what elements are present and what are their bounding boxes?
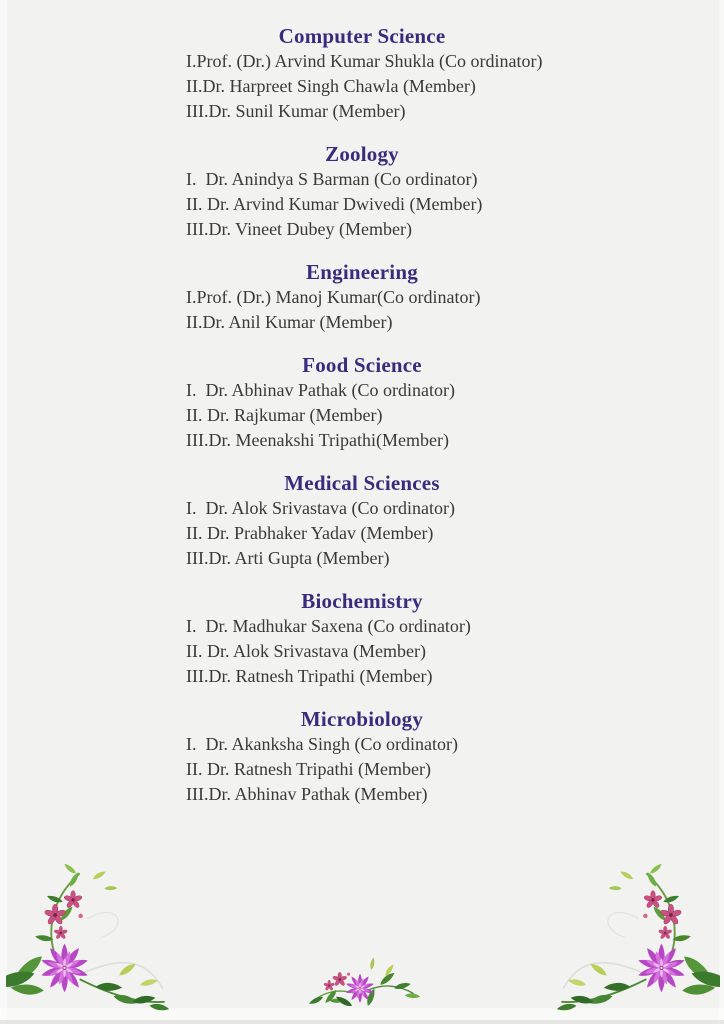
member-line: I. Dr. Anindya S Barman (Co ordinator) — [186, 169, 478, 189]
member-line: II. Dr. Rajkumar (Member) — [186, 405, 383, 425]
member-line: III.Dr. Meenakshi Tripathi(Member) — [186, 430, 449, 450]
member-line: II.Dr. Anil Kumar (Member) — [186, 312, 393, 332]
department-section — [0, 589, 724, 689]
member-line: II. Dr. Alok Srivastava (Member) — [186, 641, 426, 661]
department-title: Medical Sciences — [284, 471, 440, 495]
department-section — [0, 260, 724, 335]
page-edge-bottom — [0, 1008, 724, 1020]
member-line: III.Dr. Vineet Dubey (Member) — [186, 219, 413, 239]
department-section — [0, 24, 724, 124]
committee-list — [0, 24, 724, 825]
member-line: II. Dr. Arvind Kumar Dwivedi (Member) — [186, 194, 483, 214]
flower-ornament-bottom-center — [294, 958, 426, 1015]
member-line: III.Dr. Abhinav Pathak (Member) — [186, 784, 428, 804]
member-line: III.Dr. Arti Gupta (Member) — [186, 548, 390, 568]
member-line: III.Dr. Sunil Kumar (Member) — [186, 101, 406, 121]
member-line: I.Prof. (Dr.) Arvind Kumar Shukla (Co ordinator) — [186, 51, 543, 71]
flower-ornament-bottom-right — [550, 862, 720, 1018]
department-section — [0, 707, 724, 807]
member-line: III.Dr. Ratnesh Tripathi (Member) — [186, 666, 433, 686]
flower-ornament-bottom-left — [6, 862, 176, 1018]
department-title: Computer Science — [278, 24, 446, 48]
member-line: I. Dr. Abhinav Pathak (Co ordinator) — [186, 380, 455, 400]
department-title: Food Science — [302, 353, 422, 377]
member-line: II. Dr. Ratnesh Tripathi (Member) — [186, 759, 431, 779]
department-title: Zoology — [325, 142, 399, 166]
member-line: I. Dr. Akanksha Singh (Co ordinator) — [186, 734, 458, 754]
department-section — [0, 142, 724, 242]
department-section — [0, 353, 724, 453]
member-line: II. Dr. Prabhaker Yadav (Member) — [186, 523, 434, 543]
department-title: Engineering — [306, 260, 418, 284]
member-line: II.Dr. Harpreet Singh Chawla (Member) — [186, 76, 476, 96]
department-title: Biochemistry — [301, 589, 423, 613]
member-line: I. Dr. Madhukar Saxena (Co ordinator) — [186, 616, 471, 636]
page-edge-bottom-line — [0, 1020, 724, 1024]
department-section — [0, 471, 724, 571]
member-line: I.Prof. (Dr.) Manoj Kumar(Co ordinator) — [186, 287, 481, 307]
department-title: Microbiology — [300, 707, 424, 731]
member-line: I. Dr. Alok Srivastava (Co ordinator) — [186, 498, 455, 518]
